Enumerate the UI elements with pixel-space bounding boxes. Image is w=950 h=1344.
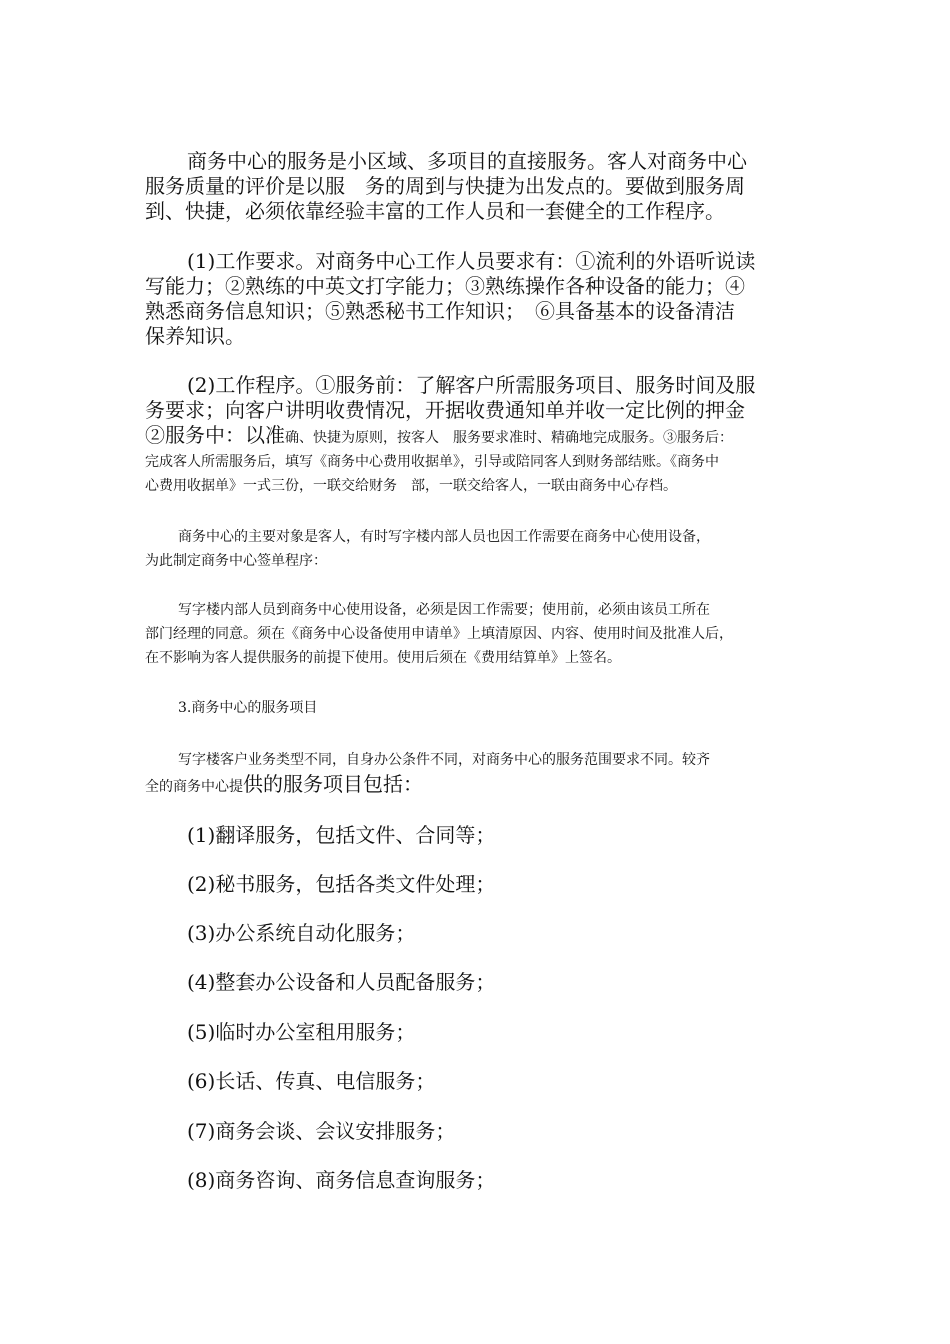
text-line: 保养知识。 [145,324,245,348]
text-segment-large: 供的服务项目包括： [243,772,423,796]
text-line: 在不影响为客人提供服务的前提下使用。使用后须在《费用结算单》上签名。 [145,650,621,666]
service-item: (2)秘书服务，包括各类文件处理； [187,872,496,896]
paragraph-work-requirements [145,249,810,349]
text-line: 写字楼内部人员到商务中心使用设备，必须是因工作需要；使用前，必须由该员工所在 [178,602,710,618]
service-item: (1)翻译服务，包括文件、合同等； [187,823,496,847]
paragraph-main-clients [145,525,810,573]
text-line: 部门经理的同意。须在《商务中心设备使用申请单》上填清原因、内容、使用时间及批准人后， [145,626,733,642]
paragraph-service-scope [145,748,810,799]
text-line: 熟悉商务信息知识；⑤熟悉秘书工作知识； ⑥具备基本的设备清洁 [145,299,735,323]
service-item: (3)办公系统自动化服务； [187,921,416,945]
paragraph-work-procedure [145,373,810,451]
paragraph-work-procedure-cont [145,450,810,498]
heading-text: 3.商务中心的服务项目 [178,700,318,716]
text-line: 商务中心的服务是小区域、多项目的直接服务。客人对商务中心 [187,149,747,173]
service-item: (8)商务咨询、商务信息查询服务； [187,1168,496,1192]
section-heading [145,696,810,720]
paragraph-service-overview [145,149,810,224]
text-line-mixed [145,772,810,799]
text-line: (1)工作要求。对商务中心工作人员要求有：①流利的外语听说读 [187,249,756,273]
text-line: 写字楼客户业务类型不同，自身办公条件不同，对商务中心的服务范围要求不同。较齐 [178,752,710,768]
text-line: 写能力；②熟练的中英文打字能力；③熟练操作各种设备的能力；④ [145,274,745,298]
text-line: 到、快捷，必须依靠经验丰富的工作人员和一套健全的工作程序。 [145,199,725,223]
text-line: 为此制定商务中心签单程序： [145,553,327,569]
text-segment-large: ②服务中：以准 [145,423,285,447]
text-line-mixed [145,423,810,451]
text-segment-small: 全的商务中心提 [145,779,243,795]
service-item: (4)整套办公设备和人员配备服务； [187,970,496,994]
text-line: 心费用收据单》一式三份，一联交给财务 部，一联交给客人，一联由商务中心存档。 [145,478,677,494]
service-item: (6)长话、传真、电信服务； [187,1069,436,1093]
text-line: 商务中心的主要对象是客人，有时写字楼内部人员也因工作需要在商务中心使用设备， [178,529,710,545]
text-line: 完成客人所需服务后，填写《商务中心费用收据单》，引导或陪同客人到财务部结账。《商务中 [145,454,719,470]
service-item: (7)商务会谈、会议安排服务； [187,1119,456,1143]
text-line: 服务质量的评价是以服 务的周到与快捷为出发点的。要做到服务周 [145,174,745,198]
service-item: (5)临时办公室租用服务； [187,1020,416,1044]
text-line: 务要求；向客户讲明收费情况，开据收费通知单并收一定比例的押金 [145,398,745,422]
paragraph-internal-usage [145,598,810,670]
text-segment-small: 确、快捷为原则，按客人 服务要求准时、精确地完成服务。③服务后： [285,430,733,446]
text-line: (2)工作程序。①服务前：了解客户所需服务项目、服务时间及服 [187,373,756,397]
